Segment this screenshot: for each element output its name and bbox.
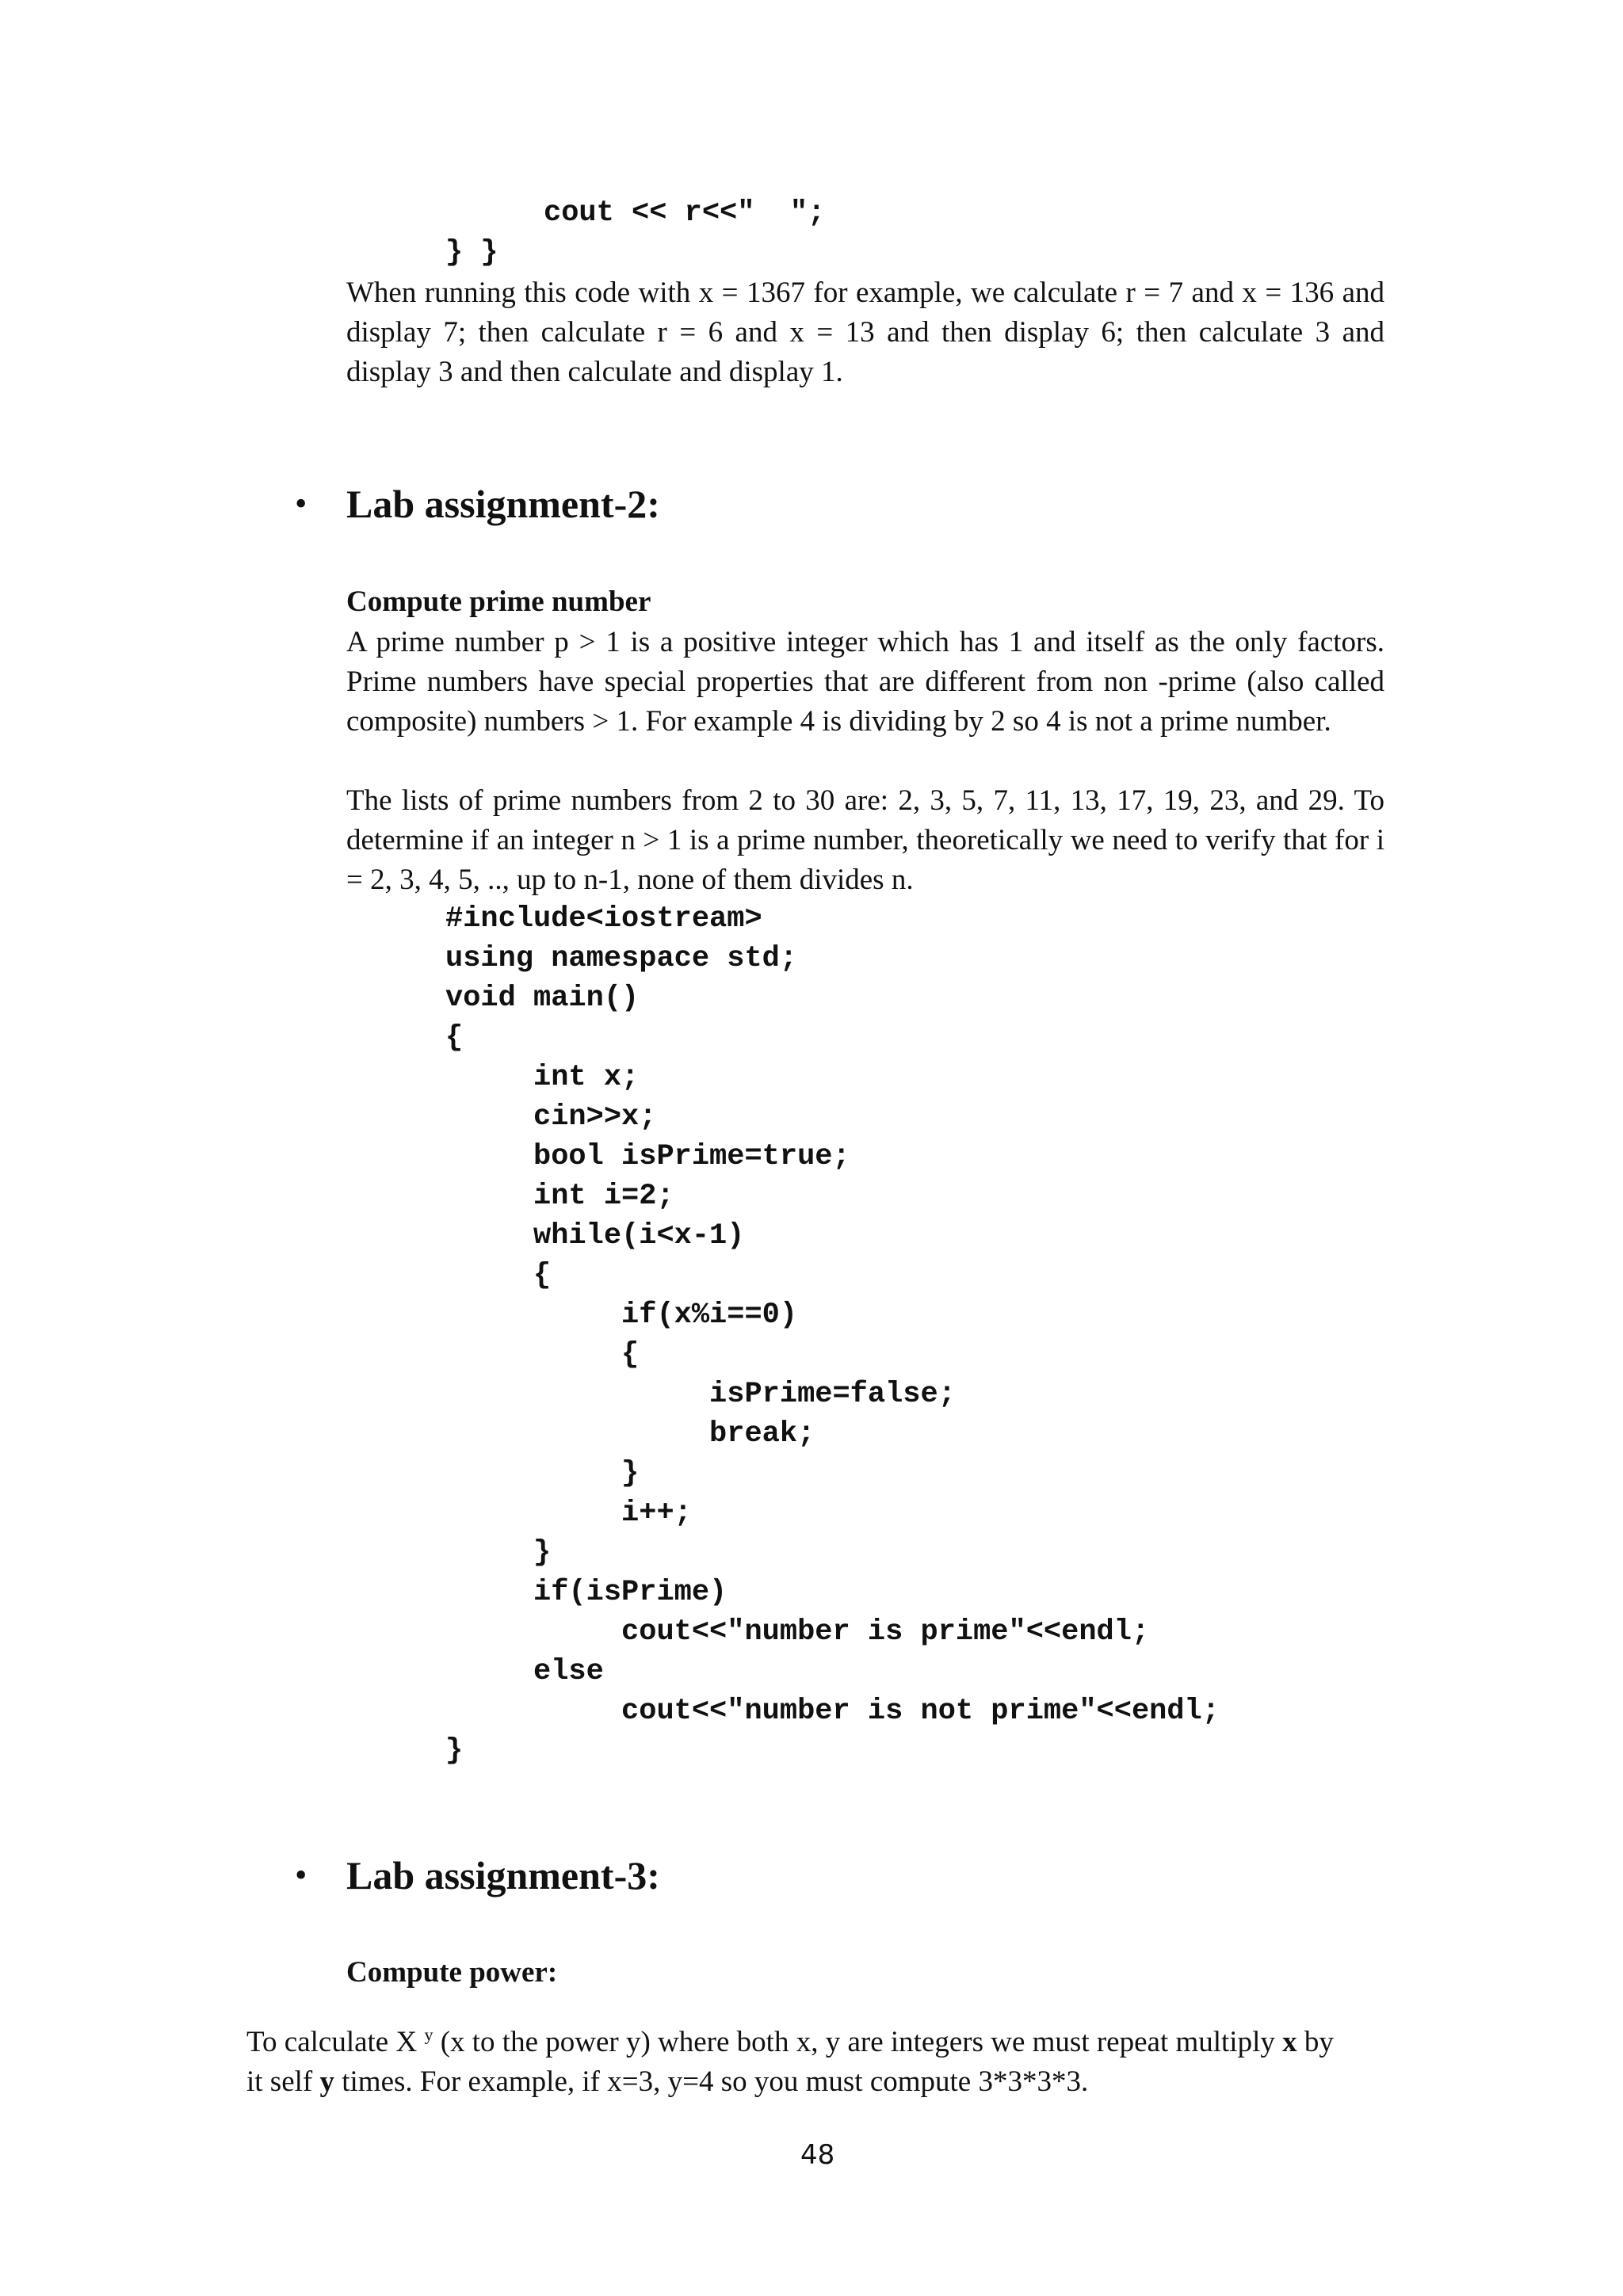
lab3-para-part1: To calculate X xyxy=(246,2026,418,2058)
lab3-para-bold-y: y xyxy=(319,2065,334,2098)
lab3-title: Lab assignment-3: xyxy=(346,1853,660,1897)
lab2-paragraph-1: A prime number p > 1 is a positive integer which has 1 and itself as the only factors. Prime numbers have special properties that are different from non -prime (also called composite) numbers > 1. For example 4 is dividing by 2 so 4 is not a prime number. xyxy=(346,626,1384,738)
lab3-bullet: • xyxy=(295,1855,307,1894)
lab3-subtitle: Compute power: xyxy=(346,1956,558,1989)
lab3-paragraph xyxy=(246,2023,1388,2102)
top-code-line-1: cout << r<<" "; xyxy=(544,196,826,230)
page-number: 48 xyxy=(800,2139,835,2171)
lab3-para-part3: by xyxy=(1296,2026,1334,2058)
lab2-bullet: • xyxy=(295,484,307,523)
lab2-paragraph-2: The lists of prime numbers from 2 to 30 are: 2, 3, 5, 7, 11, 13, 17, 19, 23, and 29. To determine if an integer n > 1 is a prime number, theoretically we need to verify that for i = 2, 3, 4, 5, .., up to n-1, none of them divides n. xyxy=(346,784,1384,896)
lab3-para-part2: (x to the power y) where both x, y are integers we must repeat multiply xyxy=(433,2026,1283,2058)
top-code-line-2: } } xyxy=(445,236,498,269)
lab3-para-line2-part2: times. For example, if x=3, y=4 so you must compute 3*3*3*3. xyxy=(334,2065,1089,2098)
intro-paragraph: When running this code with x = 1367 for example, we calculate r = 7 and x = 136 and display 7; then calculate r = 6 and x = 13 and then display 6; then calculate 3 and display 3 and then calculate and display 1. xyxy=(346,277,1384,388)
lab2-title: Lab assignment-2: xyxy=(346,482,660,526)
lab2-subtitle: Compute prime number xyxy=(346,585,651,618)
lab3-para-superscript: y xyxy=(424,2024,433,2045)
lab3-para-line2-part1: it self xyxy=(246,2065,320,2098)
prime-code-block: #include<iostream> using namespace std; void main() { int x; cin>>x; bool isPrime=true; int i=2; while(i<x-1) { if(x%i==0) { isPrime=false; break; } i++; } if(isPrime) cout<<"number is prime"<<endl; else cout<<"number is not prime"<<endl; } xyxy=(445,902,1220,1768)
lab3-para-bold-x: x xyxy=(1282,2026,1297,2058)
